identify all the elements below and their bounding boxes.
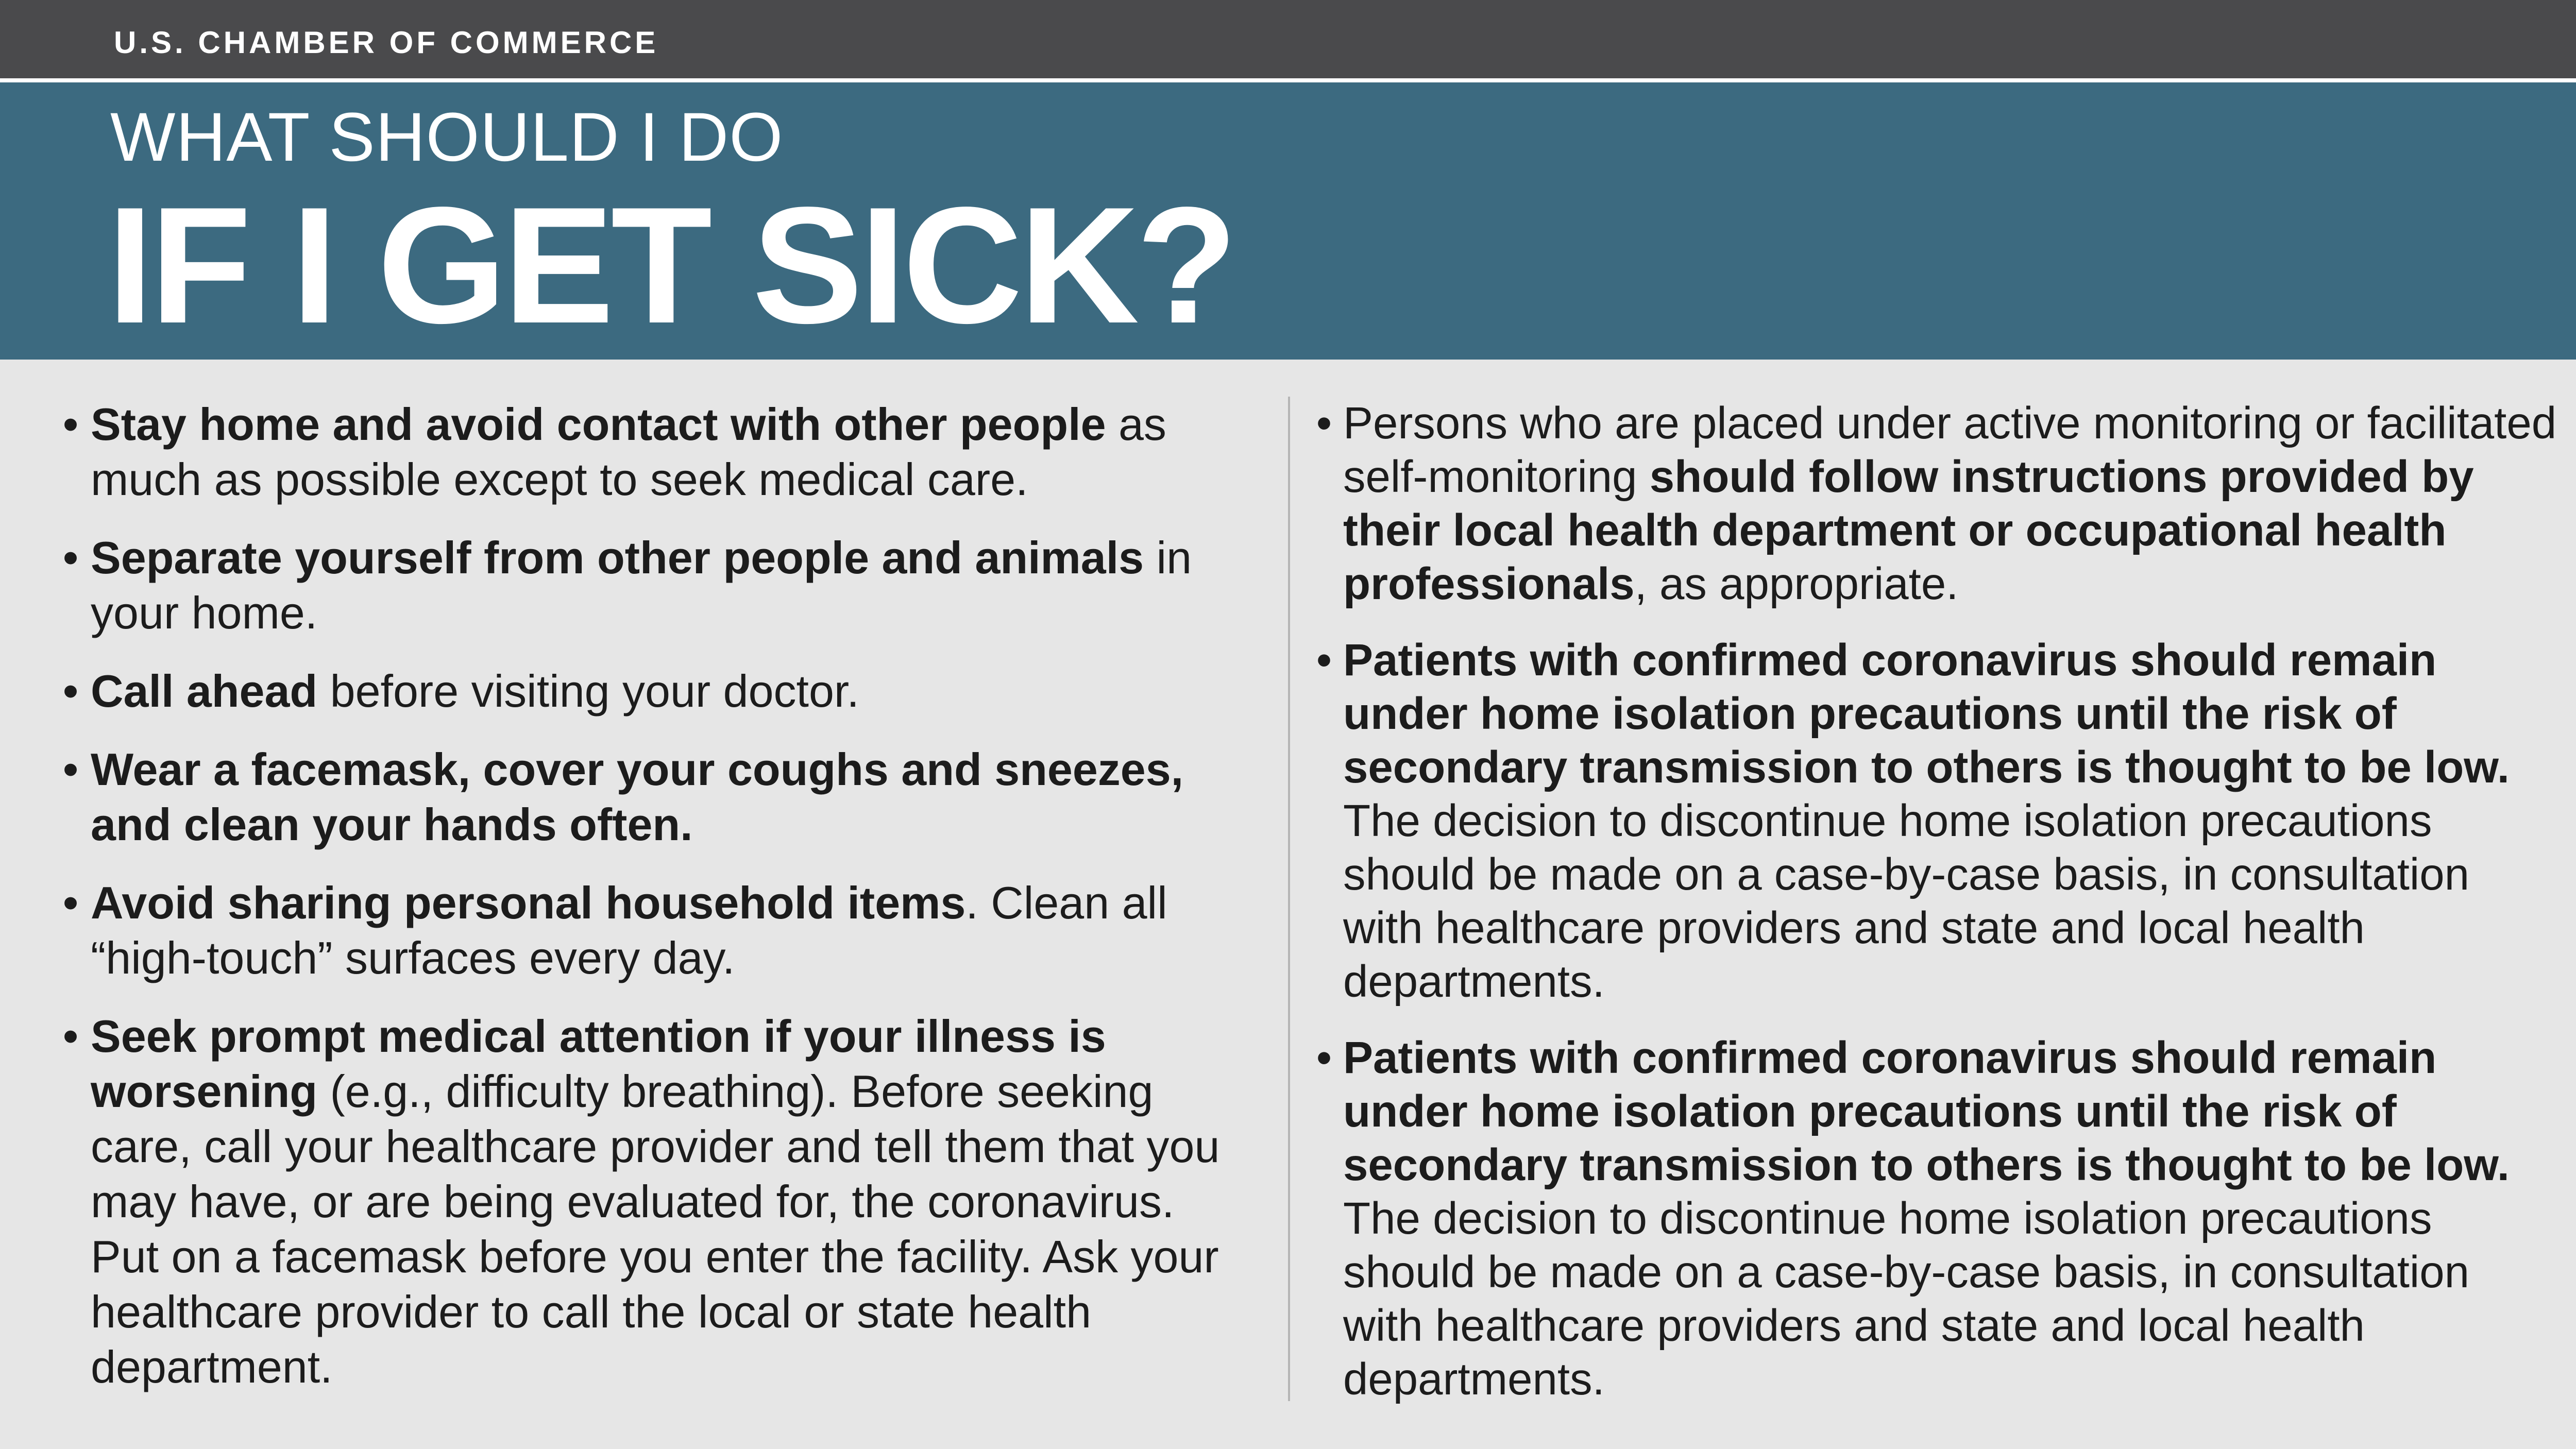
bullet-icon: • [62,744,79,795]
bullet-icon: • [1316,635,1332,685]
title-kicker: WHAT SHOULD I DO [110,99,784,176]
list-item [58,742,1222,852]
item-emphasis: Call ahead [91,666,318,717]
item-emphasis: Separate yourself from other people and animals [91,532,1144,583]
list-item [1311,1031,2558,1406]
list-item [58,530,1222,640]
list-item [58,875,1222,985]
item-text: in your home. [91,532,1192,638]
item-text: (e.g., difficulty breathing). Before seeking care, call your healthcare provider and tell them that you may have, or are being evaluated for, the coronavirus. Put on a facemask before you enter the facility. Ask your healthcare provider to call the local or state health department. [91,1066,1220,1392]
item-emphasis: Patients with confirmed coronavirus should remain under home isolation precautions until the risk of secondary transmission to others is thought to be low. [1343,1033,2510,1190]
item-emphasis: Stay home and avoid contact with other people [91,399,1106,450]
bullet-icon: • [62,1011,79,1062]
bullet-icon: • [62,877,79,928]
item-emphasis: Seek prompt medical attention if your illness is worsening [91,1011,1106,1117]
list-item [58,1009,1222,1394]
list-item [1311,634,2558,1009]
item-text: before visiting your doctor. [317,666,859,717]
list-item [58,397,1222,507]
organization-name: U.S. CHAMBER OF COMMERCE [114,25,659,60]
item-text: The decision to discontinue home isolation precautions should be made on a case-by-case basis, in consultation with healthcare providers and state and local health departments. [1343,796,2469,1007]
bullet-icon: • [62,532,79,583]
item-emphasis: Wear a facemask, cover your coughs and sneezes, and clean your hands often. [91,744,1184,850]
bullet-icon: • [62,399,79,450]
right-column [1311,397,2558,1429]
left-bullet-list [58,397,1222,1394]
item-text: The decision to discontinue home isolation precautions should be made on a case-by-case basis, in consultation with healthcare providers and state and local health departments. [1343,1194,2469,1404]
left-column [58,397,1222,1418]
list-item [1311,397,2558,611]
bullet-icon: • [62,666,79,717]
item-emphasis: Patients with confirmed coronavirus should remain under home isolation precautions until the risk of secondary transmission to others is thought to be low. [1343,635,2510,792]
bullet-icon: • [1316,1033,1332,1083]
list-item [58,663,1222,719]
item-emphasis: Avoid sharing personal household items [91,877,966,928]
header-divider [0,78,2576,82]
item-text: as much as possible except to seek medical care. [91,399,1166,505]
item-text: . Clean all “high-touch” surfaces every day. [91,877,1167,983]
bullet-icon: • [1316,398,1332,448]
item-emphasis: should follow instructions provided by their local health department or occupational health professionals [1343,452,2474,609]
right-bullet-list [1311,397,2558,1406]
column-divider [1288,397,1290,1401]
item-text: , as appropriate. [1634,559,1959,609]
item-text: Persons who are placed under active monitoring or facilitated self-monitoring [1343,398,2557,502]
page-title: IF I GET SICK? [107,173,1234,358]
